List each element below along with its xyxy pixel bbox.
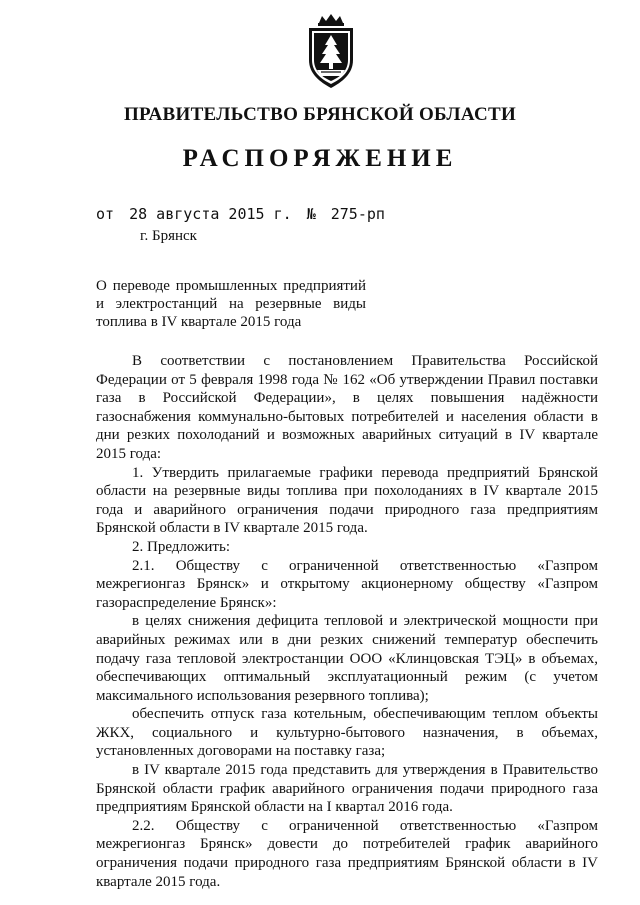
document-body — [96, 352, 598, 891]
body-paragraph: в IV квартале 2015 года представить для утверждения в Правительство Брянской области график аварийного ограничения подачи природного газа предприятиям Брянской области на I квартал 2016 года. — [96, 762, 598, 816]
body-paragraph: 2.1. Обществу с ограниченной ответственностью «Газпром межрегионгаз Брянск» и открытому акционерному обществу «Газпром газораспределение Брянск»: — [96, 557, 598, 611]
body-paragraph: В соответствии с постановлением Правительства Российской Федерации от 5 февраля 1998 года № 162 «Об утверждении Правил поставки газа в Российской Федерации», в целях повышения надёжности газоснабжения коммунально-бытовых потребителей и населения области в дни резких похолоданий и возможных аварийных ситуаций в IV квартале 2015 года: — [96, 353, 598, 462]
number-sign: № — [306, 205, 316, 223]
body-paragraph: 2.2. Обществу с ограниченной ответственностью «Газпром межрегионгаз Брянск» довести до потребителей график аварийного ограничения подачи природного газа предприятиям Брянской области в IV квартале 2015 года. — [96, 817, 598, 890]
subject-line: и электростанций на резервные виды — [96, 296, 366, 312]
subject-line: О переводе промышленных предприятий — [96, 278, 366, 294]
date-number-line — [96, 205, 391, 223]
document-subject — [96, 277, 366, 331]
document-date: 28 августа 2015 г. — [129, 205, 292, 223]
body-paragraph: в целях снижения дефицита тепловой и электрической мощности при аварийных режимах или в дни резких снижений температур обеспечить подачу газа тепловой электростанции ООО «Клинцовская ТЭЦ» в объемах, обеспечивающих оптимальный эксплуатационный режим (с учетом максимального использования резервного топлива); — [96, 613, 598, 704]
government-title: ПРАВИТЕЛЬСТВО БРЯНСКОЙ ОБЛАСТИ — [123, 104, 517, 125]
document-type-title: РАСПОРЯЖЕНИЕ — [182, 145, 458, 172]
city: г. Брянск — [140, 228, 197, 244]
body-paragraph: 1. Утвердить прилагаемые графики перевода предприятий Брянской области на резервные виды топлива при похолоданиях в IV квартале 2015 года и аварийного ограничения подачи природного газа предприятиям Брянской области в IV квартале 2015 года. — [96, 464, 598, 537]
bryansk-coat-of-arms-icon — [299, 14, 363, 90]
subject-line: топлива в IV квартале 2015 года — [96, 314, 302, 330]
date-prefix: от — [96, 205, 115, 223]
document-number: 275-рп — [330, 205, 385, 223]
body-paragraph: обеспечить отпуск газа котельным, обеспечивающим теплом объекты ЖКХ, социального и культурно-бытового назначения, в объемах, установленных договорами на поставку газа; — [96, 706, 598, 760]
body-paragraph: 2. Предложить: — [132, 538, 230, 555]
